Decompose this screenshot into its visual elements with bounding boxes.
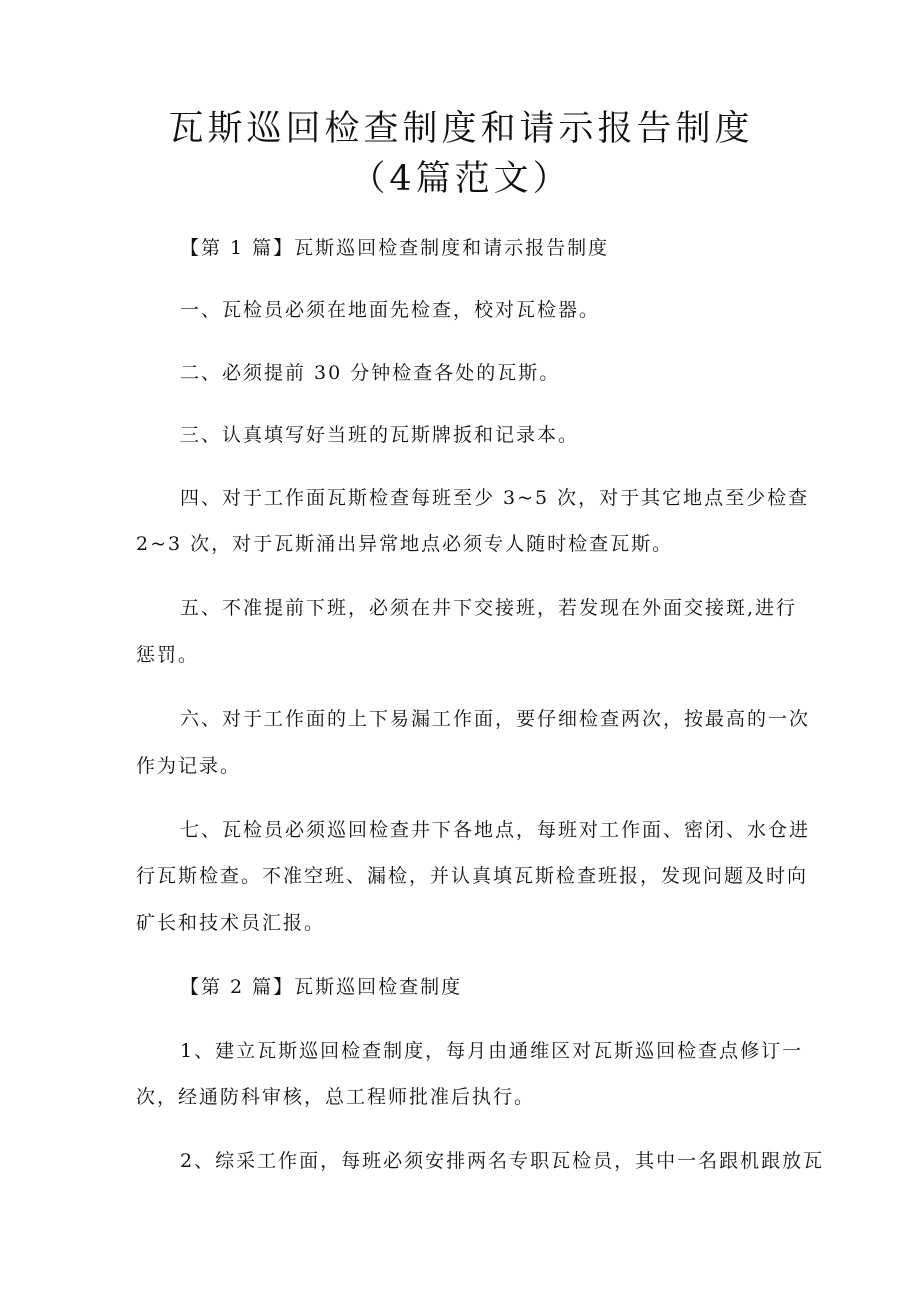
paragraph-line: 六、对于工作面的上下易漏工作面，要仔细检查两次，按最高的一次 xyxy=(180,708,811,730)
paragraph-line: 七、瓦检员必须巡回检查井下各地点，每班对工作面、密闭、水仓进 xyxy=(180,819,811,841)
paragraph-line: 2、综采工作面，每班必须安排两名专职瓦检员，其中一名跟机跟放瓦 xyxy=(180,1150,825,1172)
section-heading-1: 【第 1 篇】瓦斯巡回检查制度和请示报告制度 xyxy=(180,237,610,259)
paragraph-line: 行瓦斯检查。不准空班、漏检，并认真填瓦斯检查班报，发现问题及时向 xyxy=(136,865,809,887)
paragraph-line: 二、必须提前 30 分钟检查各处的瓦斯。 xyxy=(180,362,561,384)
section-heading-2: 【第 2 篇】瓦斯巡回检查制度 xyxy=(180,976,463,998)
document-title: 瓦斯巡回检查制度和请示报告制度（4篇范文） xyxy=(168,109,754,199)
paragraph-line: 作为记录。 xyxy=(136,755,242,777)
paragraph-line: 次，经通防科审核，总工程师批准后执行。 xyxy=(136,1086,536,1108)
paragraph-line: 一、瓦检员必须在地面先检查，校对瓦检器。 xyxy=(180,299,601,321)
paragraph-line: 惩罚。 xyxy=(136,644,200,666)
paragraph-line: 三、认真填写好当班的瓦斯牌扳和记录本。 xyxy=(180,424,580,446)
paragraph-line: 五、不准提前下班，必须在井下交接班，若发现在外面交接斑,进行 xyxy=(180,597,798,619)
paragraph-line: 四、对于工作面瓦斯检查每班至少 3~5 次，对于其它地点至少检查 xyxy=(180,487,810,509)
paragraph-line: 2~3 次，对于瓦斯涌出异常地点必须专人随时检查瓦斯。 xyxy=(136,533,674,555)
paragraph-line: 1、建立瓦斯巡回检查制度，每月由通维区对瓦斯巡回检查点修订一 xyxy=(180,1040,804,1062)
paragraph-line: 矿长和技术员汇报。 xyxy=(136,912,326,934)
